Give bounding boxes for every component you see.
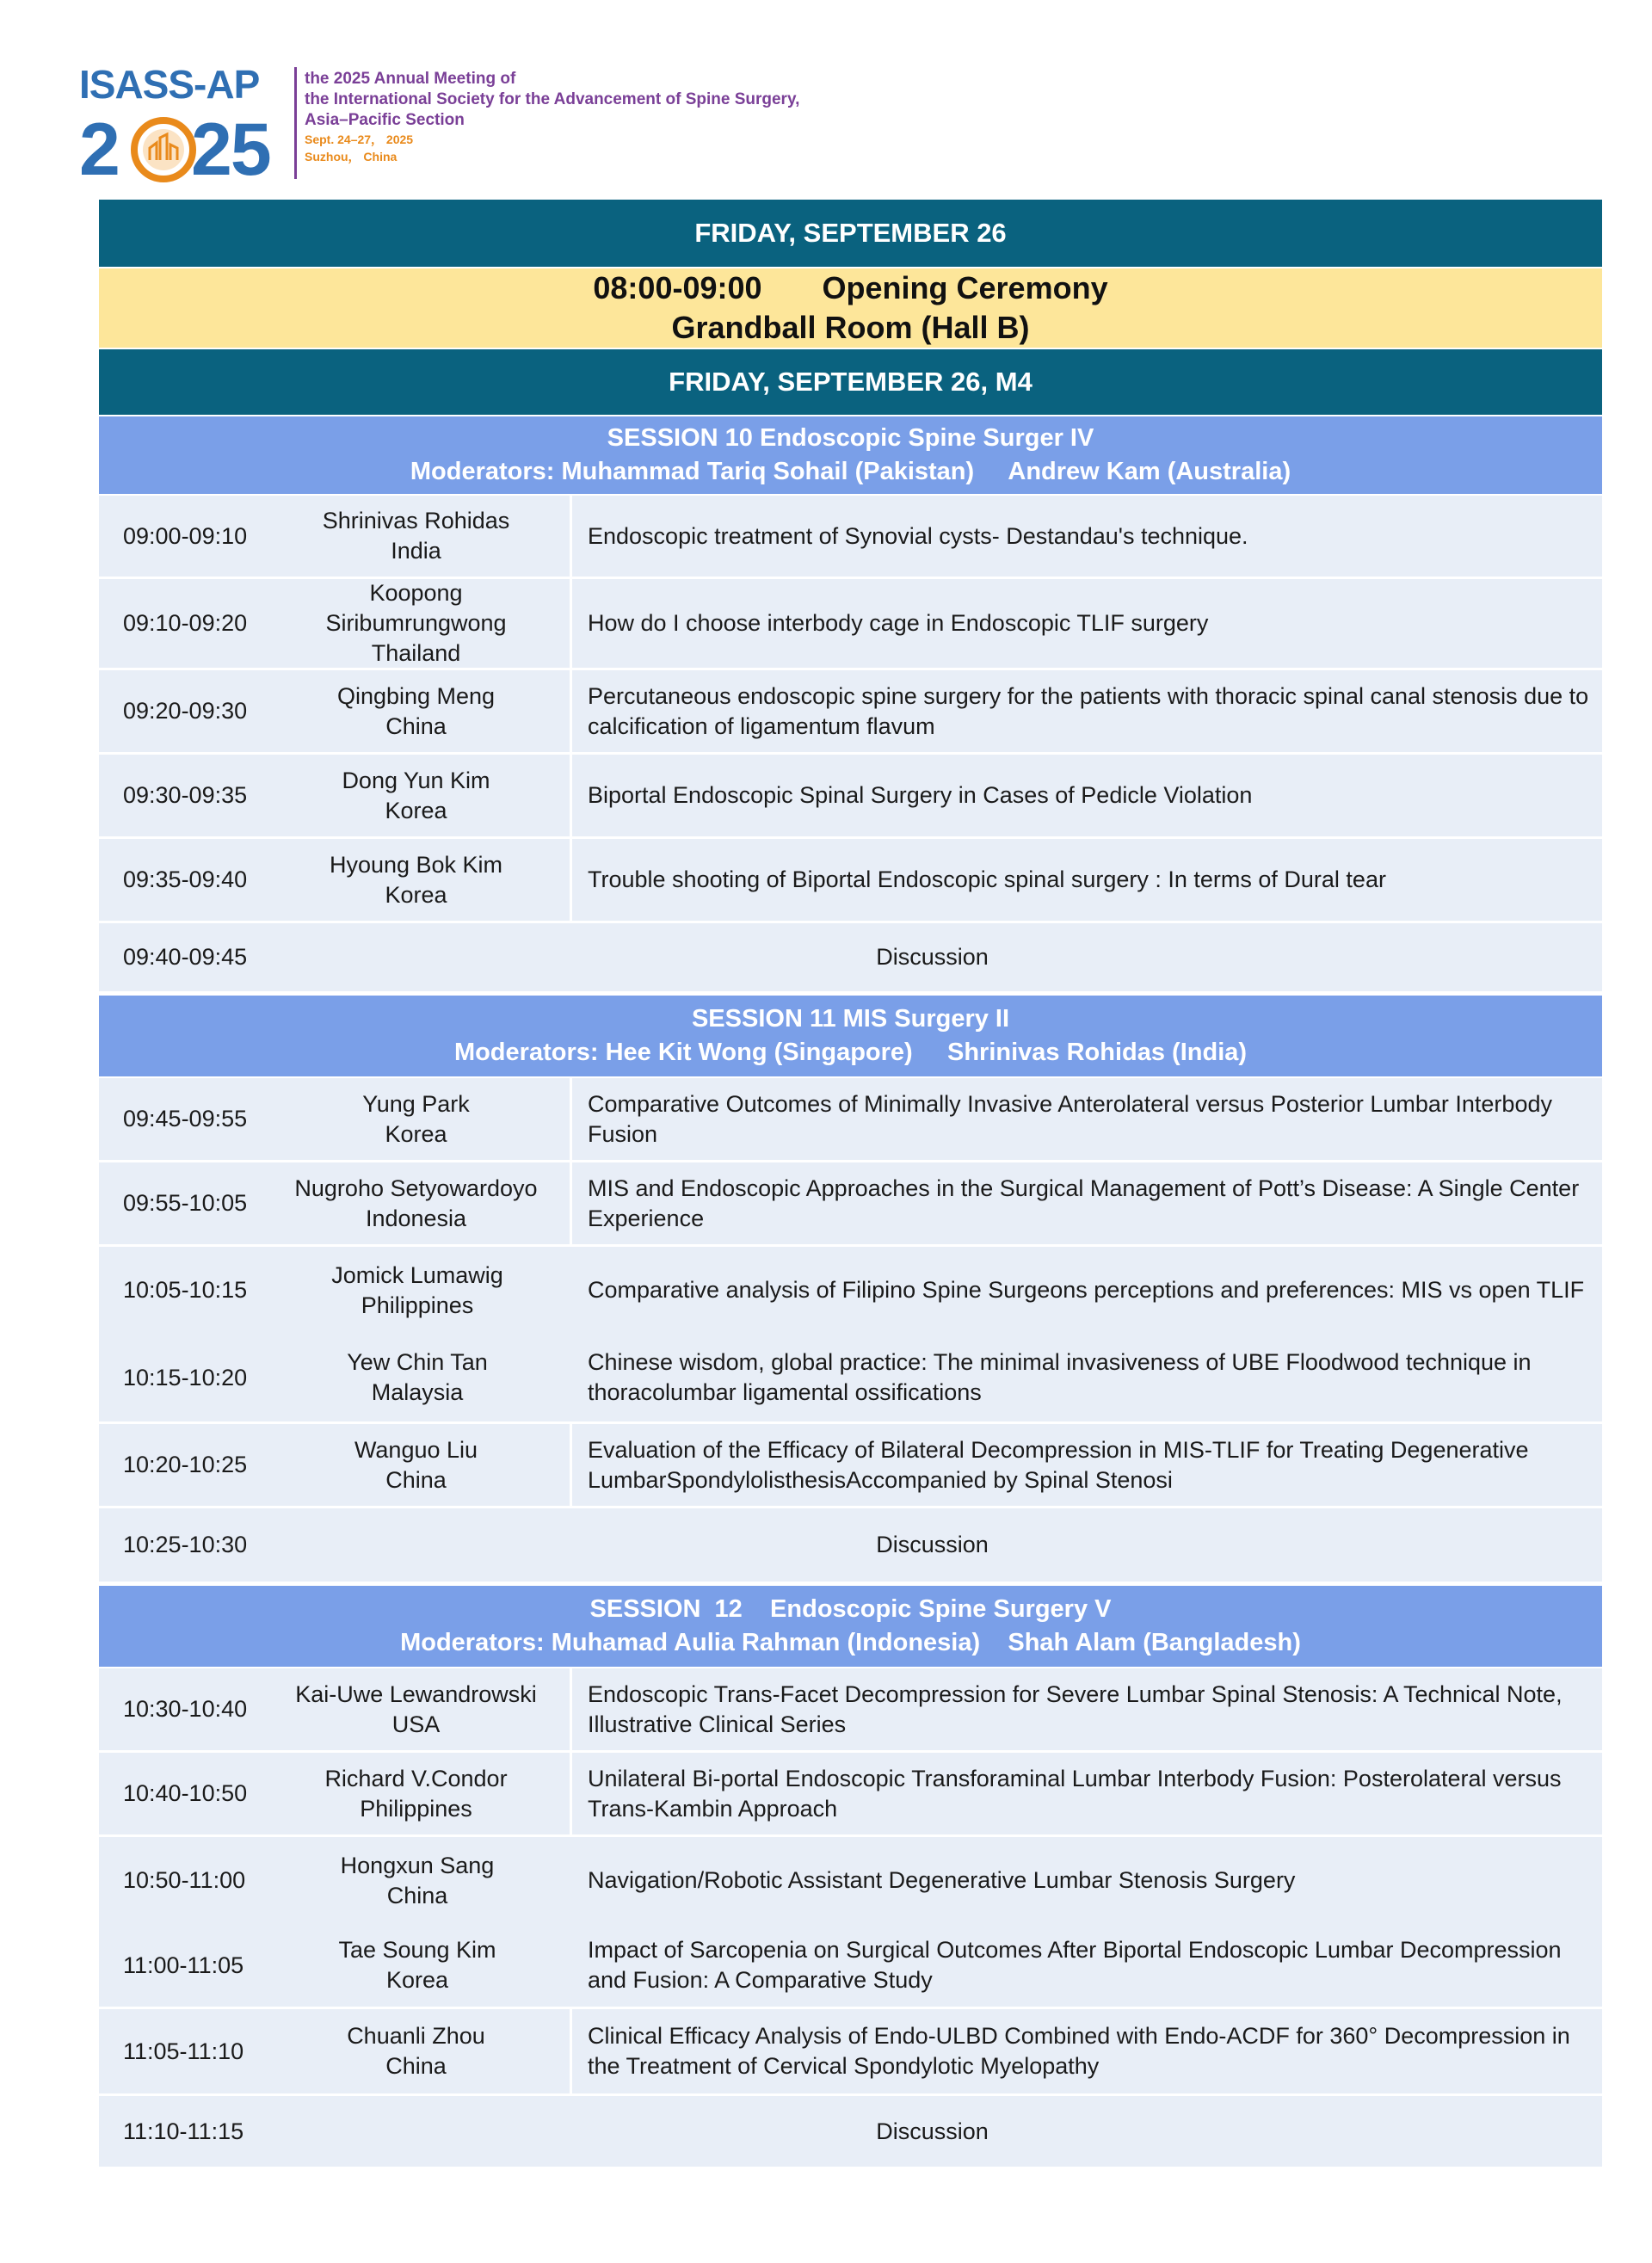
talk-speaker xyxy=(262,1837,572,1924)
speaker-country: India xyxy=(391,538,441,564)
talk-time: 09:20-09:30 xyxy=(123,698,248,724)
talk-time: 11:00-11:05 xyxy=(123,1952,244,1978)
speaker-country: Malaysia xyxy=(371,1379,464,1405)
speaker-country: China xyxy=(386,1882,448,1908)
logo-place: Suzhou， China xyxy=(305,150,398,163)
speaker-country: Korea xyxy=(385,797,447,823)
talk-title: Trouble shooting of Biportal Endoscopic spinal surgery : In terms of Dural tear xyxy=(588,866,1386,892)
discussion-label: Discussion xyxy=(876,2118,989,2144)
logo-emblem-icon xyxy=(131,117,196,182)
talk-title: Biportal Endoscopic Spinal Surgery in Cases of Pedicle Violation xyxy=(588,782,1253,808)
discussion-time: 11:10-11:15 xyxy=(123,2118,244,2144)
session-moderators: Moderators: Muhamad Aulia Rahman (Indonesia) Shah Alam (Bangladesh) xyxy=(400,1629,1301,1656)
logo-text xyxy=(305,69,907,165)
talk-speaker xyxy=(262,579,572,668)
speaker-country: China xyxy=(385,1466,447,1493)
talk-title: Percutaneous endoscopic spine surgery for the patients with thoracic spinal canal stenosis due to calcification of ligamentum flavum xyxy=(588,682,1589,739)
speaker-name: Jomick Lumawig xyxy=(331,1261,503,1288)
room-title-band xyxy=(99,349,1602,415)
talk-title: Impact of Sarcopenia on Surgical Outcomes After Biportal Endoscopic Lumbar Decompression and Fusion: A Comparative Study xyxy=(588,1937,1562,1993)
room-title: FRIDAY, SEPTEMBER 26, M4 xyxy=(669,367,1032,397)
talk-speaker xyxy=(262,1424,572,1506)
talk-time: 11:05-11:10 xyxy=(123,2038,244,2064)
speaker-country: Korea xyxy=(385,1967,449,1993)
talk-title: Endoscopic treatment of Synovial cysts- Destandau's technique. xyxy=(588,522,1248,549)
discussion-label: Discussion xyxy=(876,944,989,970)
talk-title: Evaluation of the Efficacy of Bilateral Decompression in MIS-TLIF for Treating Degenerative LumbarSpondylolisthesisAccompanied by Spinal Stenosi xyxy=(588,1436,1529,1493)
talk-time: 09:30-09:35 xyxy=(123,782,248,808)
talk-speaker xyxy=(262,1668,572,1750)
discussion-row xyxy=(99,1508,1602,1584)
talk-speaker xyxy=(262,1078,572,1160)
speaker-country: Indonesia xyxy=(365,1205,467,1231)
discussion-time: 09:40-09:45 xyxy=(123,944,248,970)
talk-time: 10:05-10:15 xyxy=(123,1277,248,1303)
session-header xyxy=(99,1586,1602,1667)
opening-ceremony-room: Grandball Room (Hall B) xyxy=(671,310,1030,345)
speaker-name: Koopong Siribumrungwong xyxy=(325,580,507,636)
table-row xyxy=(99,1753,1602,1837)
logo-dates: Sept. 24–27， 2025 xyxy=(305,133,414,146)
session-title: SESSION 11 MIS Surgery II xyxy=(691,1005,1010,1033)
talk-title: Endoscopic Trans-Facet Decompression for Severe Lumbar Spinal Stenosis: A Technical Note, Illustrative Clinical Series xyxy=(588,1680,1563,1737)
logo-line-1: the 2025 Annual Meeting of xyxy=(305,70,516,88)
talk-speaker xyxy=(262,496,572,577)
session-moderators: Moderators: Hee Kit Wong (Singapore) Shrinivas Rohidas (India) xyxy=(453,1039,1248,1066)
speaker-country: Korea xyxy=(385,881,447,908)
logo-line-2: the International Society for the Advancement of Spine Surgery, xyxy=(305,90,800,108)
speaker-country: Korea xyxy=(385,1120,447,1147)
session-title: SESSION 12 Endoscopic Spine Surgery V xyxy=(589,1595,1112,1623)
logo-year-digit: 2 xyxy=(79,108,119,191)
day-title-band xyxy=(99,200,1602,267)
speaker-country: Thailand xyxy=(371,640,461,666)
talk-time: 09:45-09:55 xyxy=(123,1106,248,1132)
event-logo xyxy=(79,60,905,189)
talk-time: 10:15-10:20 xyxy=(123,1364,248,1390)
table-row xyxy=(99,1247,1602,1334)
talk-time: 10:40-10:50 xyxy=(123,1780,248,1806)
speaker-name: Kai-Uwe Lewandrowski xyxy=(295,1680,537,1707)
speaker-name: Yew Chin Tan xyxy=(347,1349,488,1375)
table-row xyxy=(99,1924,1602,2009)
day-title: FRIDAY, SEPTEMBER 26 xyxy=(694,218,1007,248)
session-moderators: Moderators: Muhammad Tariq Sohail (Pakistan) Andrew Kam (Australia) xyxy=(410,458,1291,485)
talk-title: Chinese wisdom, global practice: The minimal invasiveness of UBE Floodwood technique in thoracolumbar ligamental ossifications xyxy=(588,1349,1532,1405)
talk-speaker xyxy=(262,1162,572,1244)
talk-speaker xyxy=(262,1247,572,1334)
talk-title: MIS and Endoscopic Approaches in the Surgical Management of Pott’s Disease: A Single Center Experience xyxy=(588,1175,1580,1231)
speaker-name: Nugroho Setyowardoyo xyxy=(294,1175,538,1201)
talk-title: Comparative Outcomes of Minimally Invasive Anterolateral versus Posterior Lumbar Interbody Fusion xyxy=(588,1090,1552,1147)
talk-title: Comparative analysis of Filipino Spine Surgeons perceptions and preferences: MIS vs open TLIF xyxy=(588,1277,1585,1303)
table-row xyxy=(99,579,1602,670)
table-row xyxy=(99,1424,1602,1508)
talk-time: 09:55-10:05 xyxy=(123,1190,248,1216)
speaker-name: Shrinivas Rohidas xyxy=(322,508,510,533)
logo-divider xyxy=(294,67,297,179)
speaker-name: Dong Yun Kim xyxy=(342,767,490,793)
speaker-country: China xyxy=(385,712,447,739)
opening-ceremony-band xyxy=(99,268,1602,348)
talk-time: 09:00-09:10 xyxy=(123,522,248,549)
table-row xyxy=(99,1078,1602,1162)
speaker-country: USA xyxy=(391,1711,441,1737)
speaker-name: Richard V.Condor xyxy=(324,1765,508,1791)
talk-speaker xyxy=(262,839,572,921)
talk-speaker xyxy=(262,2009,572,2093)
table-row xyxy=(99,1837,1602,1924)
table-row xyxy=(99,1668,1602,1753)
table-row xyxy=(99,839,1602,923)
speaker-name: Tae Soung Kim xyxy=(338,1937,496,1963)
speaker-country: Philippines xyxy=(360,1795,472,1822)
speaker-country: Philippines xyxy=(361,1292,474,1318)
logo-line-3: Asia–Pacific Section xyxy=(305,111,465,129)
talk-time: 10:30-10:40 xyxy=(123,1696,248,1722)
opening-ceremony-line: 08:00-09:00 Opening Ceremony xyxy=(593,270,1108,305)
talk-speaker xyxy=(262,1924,572,2007)
talk-title: Clinical Efficacy Analysis of Endo-ULBD Combined with Endo-ACDF for 360° Decompression in the Treatment of Cervical Spondylotic Myelopathy xyxy=(588,2023,1570,2079)
talk-speaker xyxy=(262,755,572,836)
discussion-row xyxy=(99,923,1602,994)
logo-year xyxy=(79,110,294,189)
speaker-country: China xyxy=(385,2053,447,2079)
talk-title: Navigation/Robotic Assistant Degenerative Lumbar Stenosis Surgery xyxy=(588,1867,1296,1893)
table-row xyxy=(99,670,1602,755)
speaker-name: Yung Park xyxy=(362,1090,470,1117)
talk-time: 10:50-11:00 xyxy=(123,1867,246,1893)
logo-year-digits: 25 xyxy=(191,108,270,191)
speaker-name: Hongxun Sang xyxy=(340,1852,495,1878)
talk-speaker xyxy=(262,1334,572,1421)
session-title: SESSION 10 Endoscopic Spine Surger IV xyxy=(607,424,1094,452)
speaker-name: Wanguo Liu xyxy=(354,1436,478,1463)
speaker-name: Chuanli Zhou xyxy=(347,2023,485,2049)
table-row xyxy=(99,1334,1602,1424)
talk-title: Unilateral Bi-portal Endoscopic Transforaminal Lumbar Interbody Fusion: Posterolateral versus Trans-Kambin Approach xyxy=(588,1765,1562,1822)
talk-speaker xyxy=(262,1753,572,1834)
logo-brand: ISASS-AP xyxy=(79,62,260,107)
speaker-name: Hyoung Bok Kim xyxy=(329,851,503,878)
speaker-name: Qingbing Meng xyxy=(336,682,496,709)
table-row xyxy=(99,496,1602,579)
table-row xyxy=(99,755,1602,839)
talk-speaker xyxy=(262,670,572,752)
talk-time: 09:10-09:20 xyxy=(123,610,248,636)
talk-time: 10:20-10:25 xyxy=(123,1452,248,1477)
table-row xyxy=(99,2009,1602,2096)
session-header xyxy=(99,416,1602,494)
discussion-label: Discussion xyxy=(876,1532,989,1557)
discussion-row xyxy=(99,2096,1602,2167)
discussion-time: 10:25-10:30 xyxy=(123,1532,248,1557)
talk-title: How do I choose interbody cage in Endoscopic TLIF surgery xyxy=(588,610,1209,636)
talk-time: 09:35-09:40 xyxy=(123,866,248,892)
session-header xyxy=(99,996,1602,1076)
table-row xyxy=(99,1162,1602,1247)
